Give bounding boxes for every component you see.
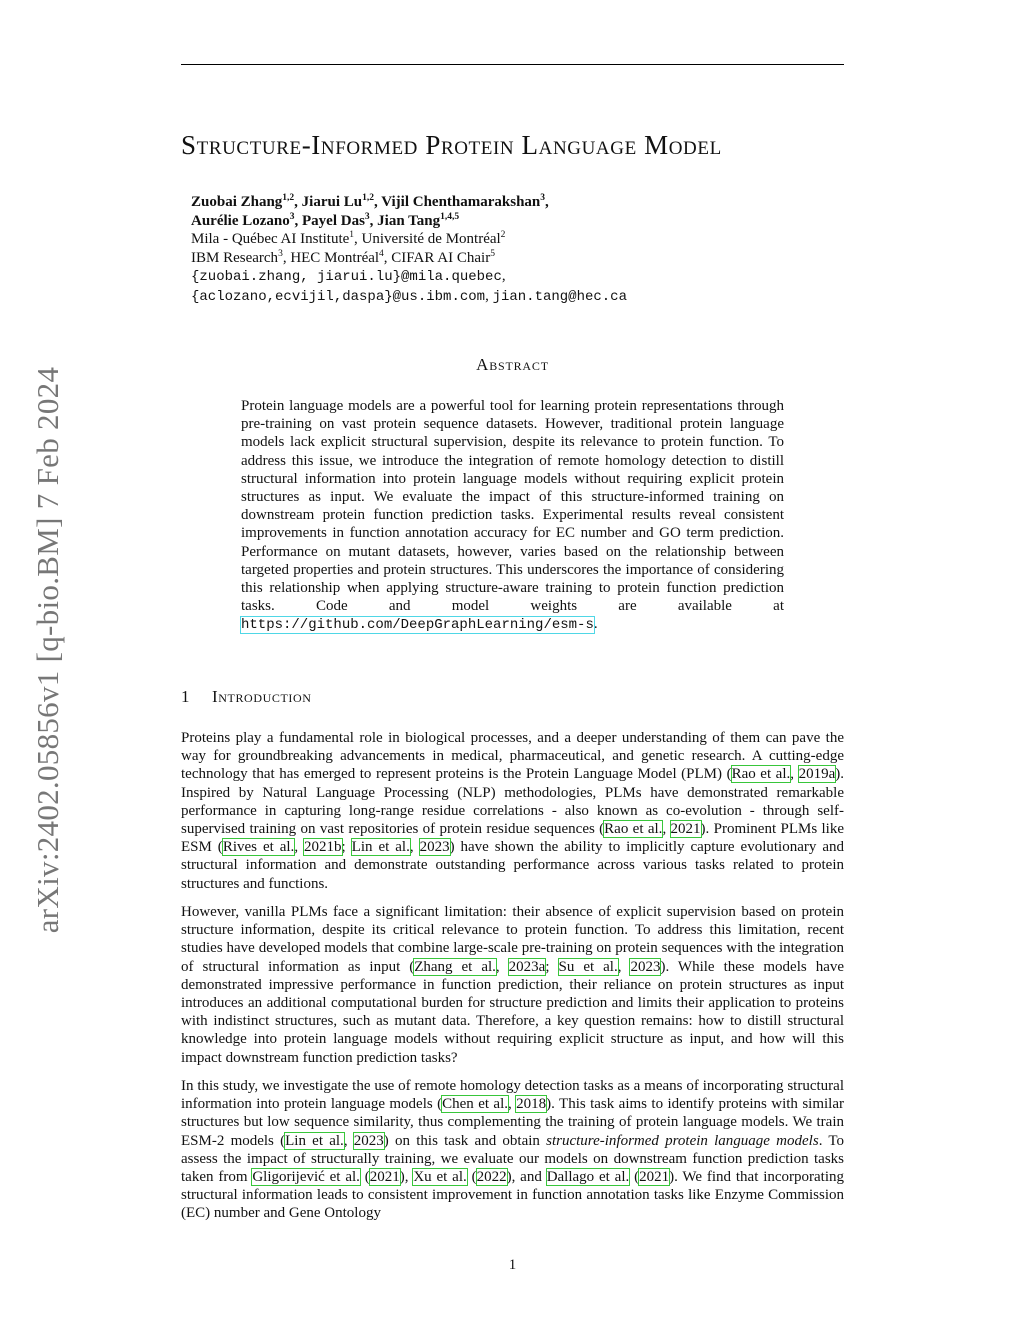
citation-year-link[interactable]: 2019a	[798, 766, 836, 783]
section-title: Introduction	[212, 687, 312, 706]
citation-year-link[interactable]: 2021	[369, 1169, 400, 1186]
author-name: Vijil Chenthamarakshan	[381, 194, 541, 210]
citation-year-link[interactable]: 2018	[516, 1096, 547, 1113]
affiliation-line-1: Mila - Québec AI Institute$^1$, Université de Montréal$^2$	[191, 230, 506, 247]
affiliation-line-2: IBM Research$^3$, HEC Montréal$^4$, CIFAR AI Chair$^5$	[191, 248, 495, 266]
code-url-link[interactable]: https://github.com/DeepGraphLearning/esm-s	[241, 617, 594, 634]
citation-year-link[interactable]: 2023	[419, 839, 450, 856]
citation-link[interactable]: Su et al.	[558, 958, 618, 975]
author-name: Zuobai Zhang	[191, 194, 283, 210]
intro-paragraph-1: Proteins play a fundamental role in biological processes, and a deeper understanding of them can pave the way for groundbreaking advancements in medical, pharmaceutical, and genetic research. A cutting-edge technology that has emerged to represent proteins is the Protein Language Model (PLM) (Rao et al., 2019a). Inspired by Natural Language Processing (NLP) methodologies, PLMs have demonstrated remarkable performance in capturing long-range residue correlations - also known as co-evolution - through self-supervised training on vast repositories of protein residue sequences (Rao et al., 2021). Prominent PLMs like ESM (Rives et al., 2021b; Lin et al., 2023) have shown the ability to implicitly capture evolutionary and structural information and demonstrate outstanding performance across various tasks related to protein structures and functions.	[181, 730, 844, 892]
author-line-2: Aurélie Lozano$^3$, Payel Das$^3$, Jian Tang$^{1,4,5}$	[191, 211, 460, 229]
intro-paragraph-3: In this study, we investigate the use of remote homology detection tasks as a means of incorporating structural information into protein language models (Chen et al., 2018). This task aims to identify proteins with similar structures but low sequence similarity, thus complementing the training of protein language models. We train ESM-2 models (Lin et al., 2023) on this task and obtain structure-informed protein language models. To assess the impact of structurally training, we evaluate our models on downstream function prediction tasks taken from Gligorijević et al. (2021), Xu et al. (2022), and Dallago et al. (2021). We find that incorporating structural information leads to consistent improvement in function annotation tasks like Enzyme Commission (EC) number and Gene Ontology	[181, 1078, 845, 1222]
author-name: Aurélie Lozano	[191, 212, 290, 229]
section-heading-introduction	[181, 687, 844, 707]
citation-link[interactable]: Dallago et al.	[546, 1169, 630, 1186]
author-line-1: Zuobai Zhang$^{1,2}$, Jiarui Lu$^{1,2}$, Vijil Chenthamarakshan$^3$,	[191, 193, 549, 210]
citation-year-link[interactable]: 2022	[476, 1169, 507, 1186]
citation-year-link[interactable]: 2023a	[508, 958, 546, 975]
citation-year-link[interactable]: 2023	[630, 958, 661, 975]
author-name: Payel Das	[302, 212, 365, 229]
author-block	[191, 193, 831, 306]
citation-link[interactable]: Rao et al.	[731, 766, 791, 783]
citation-link[interactable]: Lin et al.	[285, 1132, 344, 1149]
citation-year-link[interactable]: 2021	[639, 1169, 670, 1186]
abstract-heading: Abstract	[476, 355, 549, 374]
arxiv-sidebar	[28, 340, 68, 960]
abstract-text: Protein language models are a powerful tool for learning protein representations through pre-training on vast protein sequence datasets. However, traditional protein language models lack explicit structural supervision, despite its relevance to protein function. To address this issue, we introduce the integration of remote homology detection to distill structural information into protein language models without requiring explicit protein structures as input. We evaluate the impact of this structure-informed training on downstream protein function prediction tasks. Experimental results reveal consistent improvements in function annotation accuracy for EC number and GO term prediction. Performance on mutant datasets, however, varies based on the relationship between targeted properties and protein structures. This underscores the importance of considering this relationship when applying structure-aware training to protein function prediction tasks. Code and model weights are available at	[241, 398, 784, 615]
citation-link[interactable]: Gligorijević et al.	[252, 1169, 360, 1186]
citation-year-link[interactable]: 2021b	[304, 839, 342, 856]
citation-link[interactable]: Rives et al.	[222, 839, 295, 856]
page-number: 1	[508, 1257, 517, 1273]
citation-link[interactable]: Xu et al.	[413, 1169, 467, 1186]
paper-title: Structure-Informed Protein Language Model	[181, 130, 722, 160]
citation-link[interactable]: Lin et al.	[351, 839, 410, 856]
email-address: {zuobai.zhang, jiarui.lu}@mila.quebec	[191, 269, 502, 285]
abstract-body: Protein language models are a powerful tool for learning protein representations through pre-training on vast protein sequence datasets. However, traditional protein language models lack explicit structural supervision, despite its relevance to protein function. To address this issue, we introduce the integration of remote homology detection to distill structural information into protein language models without requiring explicit protein structures as input. We evaluate the impact of this structure-informed training on downstream protein function prediction tasks. Experimental results reveal consistent improvements in function annotation accuracy for EC number and GO term prediction. Performance on mutant datasets, however, varies based on the relationship between targeted properties and protein structures. This underscores the importance of considering this relationship when applying structure-aware training to protein function prediction tasks. Code and model weights are available at https://github.com/DeepGraphLearning/esm-s.	[241, 398, 784, 634]
intro-paragraph-2: However, vanilla PLMs face a significant limitation: their absence of explicit supervision based on protein structure information, despite its critical relevance to protein function. To address this limitation, recent studies have developed models that combine large-scale pre-training on protein sequences with the integration of structural information as input (Zhang et al., 2023a; Su et al., 2023). While these models have demonstrated impressive performance in function prediction, their reliance on protein structures as input introduces an additional computational burden for structure prediction and limits their application to proteins with indistinct structures, such as mutant data. Therefore, a key question remains: how to distill structural knowledge into protein language models without requiring explicit structure as input, and how will this impact downstream function prediction tasks?	[181, 904, 845, 1066]
section-number: 1	[181, 687, 191, 706]
top-rule	[181, 64, 844, 65]
email-line-2: {aclozano,ecvijil,daspa}@us.ibm.com, jian.tang@hec.ca	[191, 287, 627, 305]
citation-year-link[interactable]: 2021	[670, 821, 701, 838]
email-line-1: {zuobai.zhang, jiarui.lu}@mila.quebec,	[191, 268, 506, 285]
emphasized-term: structure-informed protein language models	[546, 1132, 819, 1149]
email-address: {aclozano,ecvijil,daspa}@us.ibm.com	[191, 288, 486, 305]
citation-year-link[interactable]: 2023	[353, 1132, 384, 1149]
citation-link[interactable]: Zhang et al.	[414, 958, 496, 975]
author-name: Jiarui Lu	[301, 194, 363, 210]
author-name: Jian Tang	[377, 212, 441, 229]
email-address: jian.tang@hec.ca	[492, 288, 627, 305]
citation-link[interactable]: Rao et al.	[604, 821, 663, 838]
citation-link[interactable]: Chen et al.	[442, 1096, 508, 1113]
arxiv-identifier: arXiv:2402.05856v1 [q-bio.BM] 7 Feb 2024	[30, 366, 65, 934]
